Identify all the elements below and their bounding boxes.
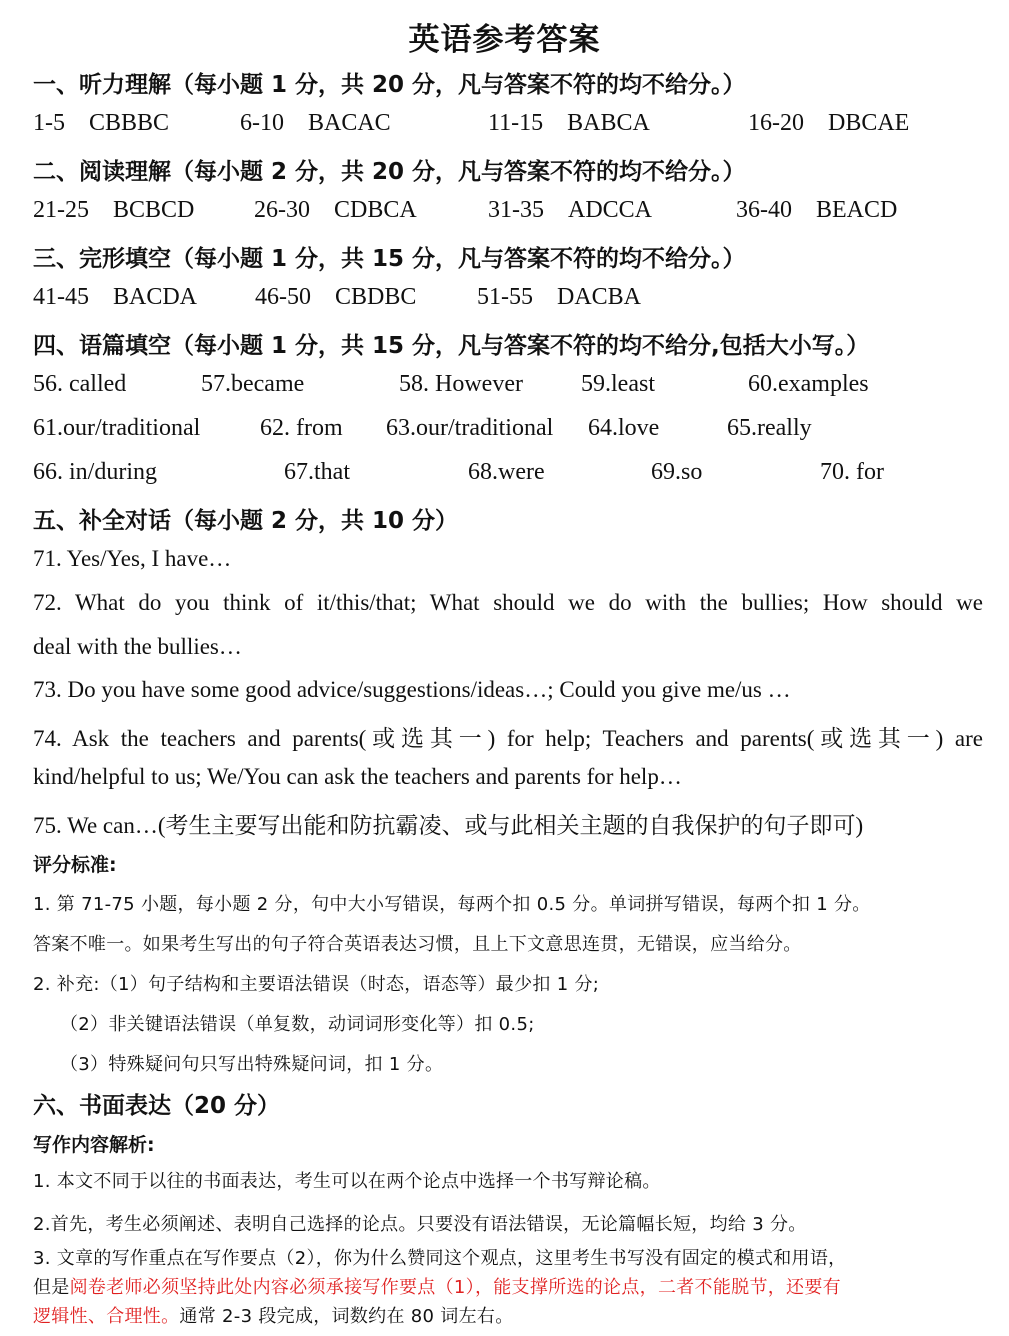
section-1-answers [33,110,993,140]
answer-group: 26-30 CDBCA [254,197,417,223]
answer-72-line-1: 72. What do you think of it/this/that; What should we do with the bullies; How should we [33,590,983,615]
blank-answer: 57.became [201,371,305,397]
scoring-rule-1-cont: 答案不唯一。如果考生写出的句子符合英语表达习惯，且上下文意思连贯，无错误，应当给分。 [33,934,802,955]
blank-answer: 56. called [33,371,127,397]
answer-73: 73. Do you have some good advice/suggestions/ideas…; Could you give me/us … [33,677,791,702]
answer-group: 36-40 BEACD [736,197,898,223]
writing-analysis-title: 写作内容解析: [33,1134,155,1156]
answer-group: 21-25 BCBCD [33,197,195,223]
section-4-row-1 [33,371,993,401]
writing-point-3-line-1: 3. 文章的写作重点在写作要点（2），你为什么赞同这个观点，这里考生书写没有固定的模式和用语， [33,1248,847,1269]
page-title: 英语参考答案 [408,22,601,58]
scoring-rule-2-sub-3: （3）特殊疑问句只写出特殊疑问词，扣 1 分。 [60,1054,444,1075]
writing-point-3-prefix: 但是 [33,1277,70,1298]
blank-answer: 61.our/traditional [33,415,201,441]
blank-answer: 67.that [284,459,350,485]
answer-group: 46-50 CBDBC [255,284,417,310]
section-2-answers [33,197,993,227]
section-2-heading: 二、阅读理解（每小题 2 分，共 20 分，凡与答案不符的均不给分。） [33,159,746,185]
answer-group: 41-45 BACDA [33,284,198,310]
answer-71: 71. Yes/Yes, I have… [33,546,232,571]
answer-group: 16-20 DBCAE [748,110,910,136]
section-1-heading: 一、听力理解（每小题 1 分，共 20 分，凡与答案不符的均不给分。） [33,72,746,98]
answer-group: 51-55 DACBA [477,284,642,310]
blank-answer: 70. for [820,459,884,485]
section-3-heading: 三、完形填空（每小题 1 分，共 15 分，凡与答案不符的均不给分。） [33,246,746,272]
answer-group: 1-5 CBBBC [33,110,170,136]
answer-group: 31-35 ADCCA [488,197,653,223]
section-5-heading: 五、补全对话（每小题 2 分，共 10 分） [33,508,459,534]
writing-point-1: 1. 本文不同于以往的书面表达，考生可以在两个论点中选择一个书写辩论稿。 [33,1171,661,1192]
blank-answer: 59.least [581,371,655,397]
section-6-heading: 六、书面表达（20 分） [33,1093,281,1119]
answer-74-line-2: kind/helpful to us; We/You can ask the teachers and parents for help… [33,764,682,789]
blank-answer: 64.love [588,415,660,441]
writing-point-3-highlight-end: 逻辑性、合理性。 [33,1306,180,1327]
blank-answer: 58. However [399,371,523,397]
section-3-answers [33,284,993,314]
section-4-row-2 [33,415,993,445]
answer-group: 6-10 BACAC [240,110,391,136]
scoring-rule-1: 1. 第 71-75 小题，每小题 2 分，句中大小写错误，每两个扣 0.5 分。单词拼写错误，每两个扣 1 分。 [33,894,871,915]
writing-point-3-line-3 [33,1302,983,1328]
blank-answer: 63.our/traditional [386,415,554,441]
answer-75: 75. We can…(考生主要写出能和防抗霸凌、或与此相关主题的自我保护的句子即可) [33,813,864,838]
blank-answer: 66. in/during [33,459,157,485]
answer-group: 11-15 BABCA [488,110,650,136]
blank-answer: 65.really [727,415,812,441]
blank-answer: 69.so [651,459,703,485]
scoring-rule-2-sub-2: （2）非关键语法错误（单复数，动词词形变化等）扣 0.5; [60,1014,535,1035]
section-4-row-3 [33,459,993,489]
writing-point-3-line-2 [33,1273,983,1299]
writing-point-3-rest: 通常 2-3 段完成，词数约在 80 词左右。 [179,1306,514,1327]
answer-72-line-2: deal with the bullies… [33,634,242,659]
blank-answer: 62. from [260,415,343,441]
answer-74-line-1: 74. Ask the teachers and parents(或选其一) for help; Teachers and parents(或选其一) are [33,726,983,751]
blank-answer: 60.examples [748,371,869,397]
section-4-heading: 四、语篇填空（每小题 1 分，共 15 分，凡与答案不符的均不给分,包括大小写。） [33,333,870,359]
writing-point-2: 2.首先，考生必须阐述、表明自己选择的论点。只要没有语法错误，无论篇幅长短，均给 3 分。 [33,1214,807,1235]
blank-answer: 68.were [468,459,545,485]
scoring-title: 评分标准: [33,854,117,876]
scoring-rule-2: 2. 补充:（1）句子结构和主要语法错误（时态，语态等）最少扣 1 分; [33,974,600,995]
writing-point-3-highlight: 阅卷老师必须坚持此处内容必须承接写作要点（1），能支撑所选的论点，二者不能脱节，还要有 [69,1277,841,1298]
